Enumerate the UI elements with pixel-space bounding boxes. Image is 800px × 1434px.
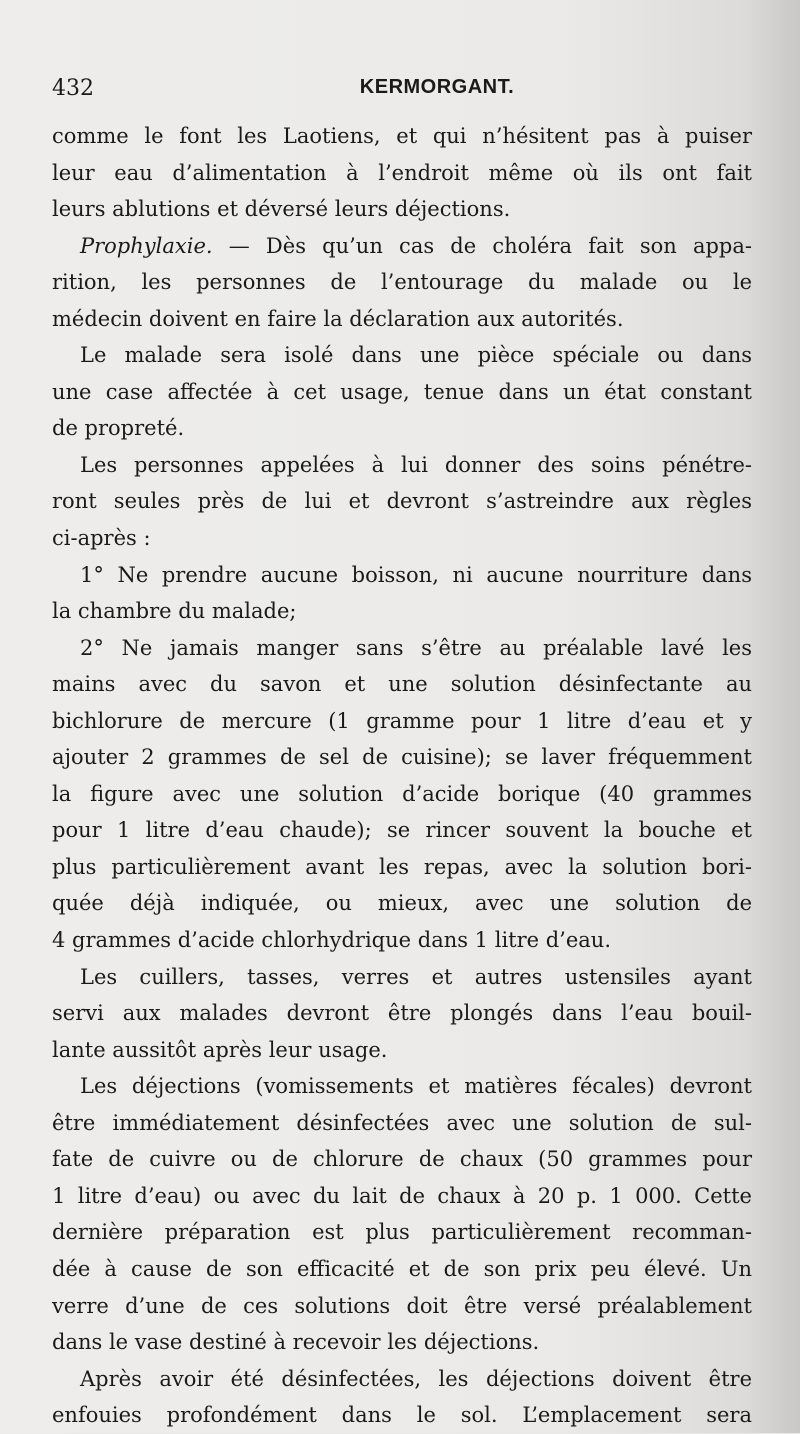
line-text: de propreté. [52,416,185,441]
line-text: la figure avec une solution d’acide borique (40 grammes [52,781,752,806]
line-text: dernière préparation est plus particulièrement recomman- [52,1220,752,1245]
text-line [52,666,752,703]
line-text: — Dès qu’un cas de choléra fait son appa- [212,233,752,258]
line-text: 2° Ne jamais manger sans s’être au préalable lavé les [80,635,752,660]
line-text: une case affectée à cet usage, tenue dans un état constant [52,379,752,404]
line-text: 1 litre d’eau) ou avec du lait de chaux à 20 p. 1 000. Cette [52,1183,752,1208]
line-text: leurs ablutions et déversé leurs déjections. [52,197,511,222]
line-text: 1° Ne prendre aucune boisson, ni aucune nourriture dans [80,562,752,587]
text-line [52,1288,752,1325]
line-text: Après avoir été désinfectées, les déjections doivent être [80,1366,752,1391]
line-text: pour 1 litre d’eau chaude); se rincer souvent la bouche et [52,818,752,843]
text-line [52,155,752,192]
text-line [52,922,752,959]
text-line [52,995,752,1032]
line-text: être immédiatement désinfectées avec une solution de sul- [52,1110,752,1135]
page-header [52,76,752,106]
line-text: fate de cuivre ou de chlorure de chaux (50 grammes pour [52,1147,752,1172]
text-line [52,776,752,813]
text-line [52,739,752,776]
text-line [52,557,752,594]
line-text: la chambre du malade; [52,599,297,624]
line-text: verre d’une de ces solutions doit être versé préalablement [52,1293,752,1318]
line-text: Les déjections (vomissements et matières fécales) devront [80,1074,752,1099]
text-line [52,1032,752,1069]
text-line [52,959,752,996]
text-line [52,1214,752,1251]
line-text: dée à cause de son efficacité et de son prix peu élevé. Un [52,1256,752,1281]
line-text: médecin doivent en faire la déclaration aux autorités. [52,306,624,331]
text-line [52,337,752,374]
page-number: 432 [52,76,94,101]
text-line [52,264,752,301]
text-line [52,593,752,630]
line-text: mains avec du savon et une solution désinfectante au [52,672,752,697]
line-text: plus particulièrement avant les repas, avec la solution bori- [52,854,752,879]
text-line [52,1178,752,1215]
line-text: rition, les personnes de l’entourage du malade ou le [52,270,752,295]
text-line [52,410,752,447]
text-line [52,1397,752,1434]
text-line [52,520,752,557]
text-line [52,1324,752,1361]
text-line [52,1251,752,1288]
section-heading: Prophylaxie. [80,233,213,258]
text-line [52,191,752,228]
text-line [52,118,752,155]
line-text: Les cuillers, tasses, verres et autres ustensiles ayant [80,964,752,989]
text-line [52,812,752,849]
text-line [52,1068,752,1105]
line-text: Le malade sera isolé dans une pièce spéciale ou dans [80,343,752,368]
line-text: ront seules près de lui et devront s’astreindre aux règles [52,489,752,514]
line-text: leur eau d’alimentation à l’endroit même où ils ont fait [52,160,752,185]
text-line [52,849,752,886]
text-line [52,228,752,265]
text-line [52,447,752,484]
line-text: enfouies profondément dans le sol. L’emplacement sera [52,1403,752,1428]
line-text: bichlorure de mercure (1 gramme pour 1 litre d’eau et y [52,708,752,733]
text-line [52,483,752,520]
line-text: servi aux malades devront être plongés dans l’eau bouil- [52,1001,752,1026]
body-text [52,118,752,1434]
line-text: dans le vase destiné à recevoir les déjections. [52,1330,540,1355]
line-text: ci-après : [52,526,151,551]
line-text: ajouter 2 grammes de sel de cuisine); se laver fréquemment [52,745,752,770]
line-text: 4 grammes d’acide chlorhydrique dans 1 litre d’eau. [52,928,612,953]
text-line [52,374,752,411]
line-text: lante aussitôt après leur usage. [52,1037,388,1062]
text-line [52,301,752,338]
running-head: KERMORGANT. [359,76,515,98]
line-text: Les personnes appelées à lui donner des soins pénétre- [80,452,752,477]
text-line [52,630,752,667]
text-line [52,1361,752,1398]
text-line [52,1141,752,1178]
text-line [52,703,752,740]
line-text: quée déjà indiquée, ou mieux, avec une solution de [52,891,752,916]
text-line [52,885,752,922]
line-text: comme le font les Laotiens, et qui n’hésitent pas à puiser [52,124,752,148]
text-line [52,1105,752,1142]
